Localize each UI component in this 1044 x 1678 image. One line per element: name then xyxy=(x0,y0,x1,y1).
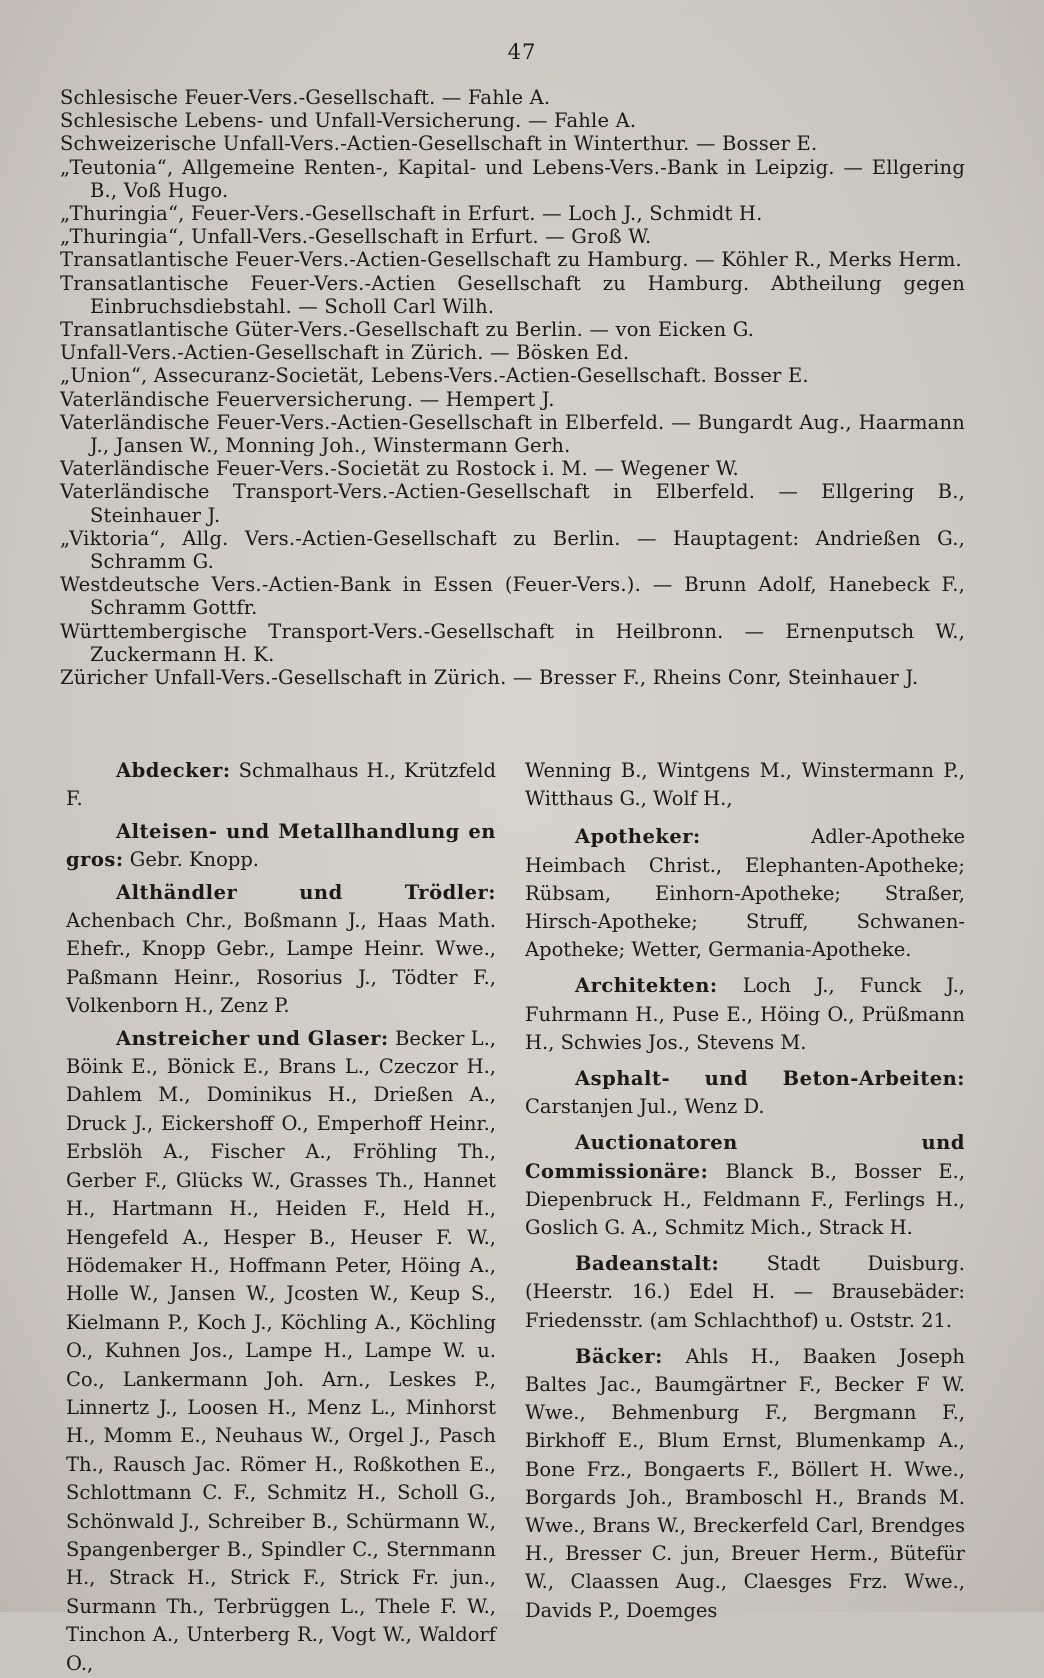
section-text: Stadt Duisburg. (Heerstr. 16.) Edel H. — Brausebäder: Friedensstr. (am Schlachthof) u. Oststr. 21. xyxy=(525,1252,965,1332)
section-text: Blanck B., Bosser E., Diepenbruck H., Feldmann F., Ferlings H., Goslich G. A., Schmitz Mich., Strack H. xyxy=(525,1159,965,1240)
section-anstreicher xyxy=(66,1025,496,1678)
list-item: Transatlantische Feuer-Vers.-Actien Gesellschaft zu Hamburg. Abtheilung gegen Einbruchsdiebstahl. — Scholl Carl Wilh. xyxy=(60,271,965,318)
list-item: Transatlantische Feuer-Vers.-Actien-Gesellschaft zu Hamburg. — Köhler R., Merks Herm. xyxy=(60,248,962,272)
page-number: 47 xyxy=(507,40,537,64)
list-item: „Teutonia“, Allgemeine Renten-, Kapital- und Lebens-Vers.-Bank in Leipzig. — Ellgering B., Voß Hugo. xyxy=(60,155,965,202)
section-heading: Abdecker: xyxy=(116,759,231,782)
section-heading: Apotheker: xyxy=(575,825,701,849)
list-item: Transatlantische Güter-Vers.-Gesellschaft zu Berlin. — von Eicken G. xyxy=(60,318,755,342)
section-heading: Anstreicher und Glaser: xyxy=(116,1026,389,1050)
section-heading: Auctionatoren und Commissionäre: xyxy=(525,1131,965,1183)
section-text: Carstanjen Jul., Wenz D. xyxy=(525,1095,765,1119)
section-text: Becker L., Böink E., Bönick E., Brans L., Czeczor H., Dahlem M., Dominikus H., Drießen A., Druck J., Eickershoff O., Emperhoff Heinr., Erbslöh A., Fischer A., Fröhling Th., Gerber F., Glücks W., Grasses Th., Hannet H., Hartmann H., Heiden F., Held H., Hengefeld A., Hesper B., Heuser F. W., Hödemaker H., Hoffmann Peter, Höing A., Holle W., Jansen W., Jcosten W., Keup S., Kielmann P., Koch J., Köchling A., Köchling O., Kuhnen Jos., Lampe H., Lampe W. u. Co., Lankermann Joh. Arn., Leskes P., Linnertz J., Loosen H., Menz L., Minhorst H., Momm E., Neuhaus W., Orgel J., Pasch Th., Rausch Jac. Römer H., Roßkothen E., Schlottmann C. F., Schmitz H., Scholl G., Schönwald J., Schreiber B., Schürmann W., Spangenberger B., Spindler C., Sternmann H., Strack H., Strick F., Strick Fr. jun., Surmann Th., Terbrüggen L., Thele F. W., Tinchon A., Unterberg R., Vogt W., Waldorf O., xyxy=(66,1026,497,1675)
list-item: „Thuringia“, Feuer-Vers.-Gesellschaft in Erfurt. — Loch J., Schmidt H. xyxy=(60,202,763,226)
section-baecker xyxy=(525,1343,965,1625)
section-text: Schmalhaus H., Krützfeld F. xyxy=(66,759,496,811)
section-text: Achenbach Chr., Boßmann J., Haas Math. Ehefr., Knopp Gebr., Lampe Heinr. Wwe., Paßmann Heinr., Rosorius J., Tödter F., Volkenborn H., Zenz P. xyxy=(66,909,496,1018)
list-item: Vaterländische Feuer-Vers.-Societät zu Rostock i. M. — Wegener W. xyxy=(60,457,739,481)
section-althaendler xyxy=(66,879,496,1021)
list-item: „Thuringia“, Unfall-Vers.-Gesellschaft in Erfurt. — Groß W. xyxy=(60,225,652,249)
section-heading: Architekten: xyxy=(575,974,718,998)
list-item: Württembergische Transport-Vers.-Gesellschaft in Heilbronn. — Ernenputsch W., Zuckermann H. K. xyxy=(60,619,965,666)
list-item: Unfall-Vers.-Actien-Gesellschaft in Zürich. — Bösken Ed. xyxy=(60,341,630,365)
list-item: Schweizerische Unfall-Vers.-Actien-Gesellschaft in Winterthur. — Bosser E. xyxy=(60,132,818,156)
right-column xyxy=(525,757,965,1625)
list-item: Westdeutsche Vers.-Actien-Bank in Essen (Feuer-Vers.). — Brunn Adolf, Hanebeck F., Schramm Gottfr. xyxy=(60,573,965,620)
left-column xyxy=(66,757,496,1678)
section-heading: Althändler und Trödler: xyxy=(116,880,496,904)
section-text: Adler-Apotheke Heimbach Christ., Elephanten-Apotheke; Rübsam, Einhorn-Apotheke; Straßer, Hirsch-Apotheke; Struff, Schwanen-Apotheke; Wetter, Germania-Apotheke. xyxy=(525,825,965,962)
section-architekten xyxy=(525,972,965,1057)
section-text: Ahls H., Baaken Joseph Baltes Jac., Baumgärtner F., Becker F W. Wwe., Behmenburg F., Bergmann F., Birkhoff E., Blum Ernst, Blumenkamp A., Bone Frz., Bongaerts F., Böllert H. Wwe., Borgards Joh., Bramboschl H., Brands M. Wwe., Brans W., Breckerfeld Carl, Brendges H., Bresser C. jun, Breuer Herm., Bütefür W., Claassen Aug., Claesges Frz. Wwe., Davids P., Doemges xyxy=(525,1344,965,1622)
section-heading: Badeanstalt: xyxy=(575,1252,720,1276)
list-item: Züricher Unfall-Vers.-Gesellschaft in Zürich. — Bresser F., Rheins Conr, Steinhauer J. xyxy=(60,666,919,690)
insurance-list xyxy=(60,86,965,689)
list-item: „Union“, Assecuranz-Societät, Lebens-Vers.-Actien-Gesellschaft. Bosser E. xyxy=(60,364,809,388)
section-alteisen xyxy=(66,818,496,875)
section-text: Loch J., Funck J., Fuhrmann H., Puse E., Höing O., Prüßmann H., Schwies Jos., Stevens M. xyxy=(525,974,965,1054)
section-auctionatoren xyxy=(525,1129,965,1242)
section-apotheker xyxy=(525,823,965,964)
list-item: Vaterländische Feuerversicherung. — Hempert J. xyxy=(60,387,555,411)
section-asphalt xyxy=(525,1065,965,1121)
list-item: Vaterländische Feuer-Vers.-Actien-Gesellschaft in Elberfeld. — Bungardt Aug., Haarmann J., Jansen W., Monning Joh., Winstermann Gerh. xyxy=(60,410,965,458)
section-heading: Bäcker: xyxy=(575,1344,663,1368)
list-item: Vaterländische Transport-Vers.-Actien-Gesellschaft in Elberfeld. — Ellgering B., Steinhauer J. xyxy=(60,480,965,527)
section-heading: Asphalt- und Beton-Arbeiten: xyxy=(575,1067,965,1091)
section-continuation: Wenning B., Wintgens M., Winstermann P., Witthaus G., Wolf H., xyxy=(525,759,965,811)
list-item: Schlesische Feuer-Vers.-Gesellschaft. — Fahle A. xyxy=(60,86,551,109)
list-item: „Viktoria“, Allg. Vers.-Actien-Gesellschaft zu Berlin. — Hauptagent: Andrießen G., Schramm G. xyxy=(60,526,965,574)
list-item: Schlesische Lebens- und Unfall-Versicherung. — Fahle A. xyxy=(60,109,637,133)
section-badeanstalt xyxy=(525,1250,965,1335)
section-abdecker xyxy=(66,757,496,814)
section-heading: Alteisen- und Metallhandlung en gros: xyxy=(66,819,496,872)
section-text: Gebr. Knopp. xyxy=(129,848,260,872)
